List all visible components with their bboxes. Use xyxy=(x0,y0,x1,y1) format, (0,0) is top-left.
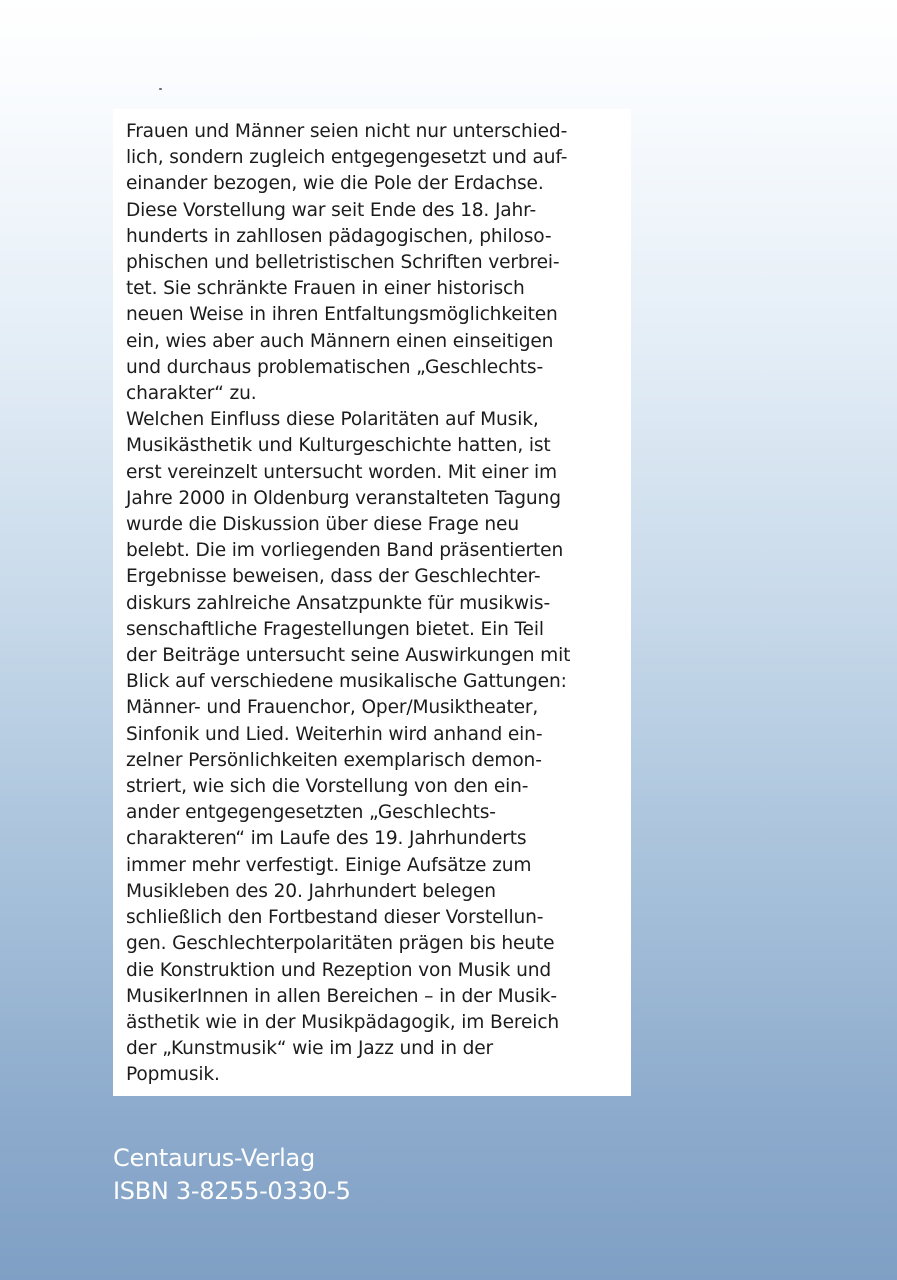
blurb-line: MusikerInnen in allen Bereichen – in der Musik- xyxy=(126,985,557,1007)
blurb-line: gen. Geschlechterpolaritäten prägen bis heute xyxy=(126,933,555,955)
blurb-line: Diese Vorstellung war seit Ende des 18. Jahr- xyxy=(126,199,537,221)
blurb-line: Blick auf verschiedene musikalische Gattungen: xyxy=(126,671,567,693)
blurb-line: Welchen Einfluss diese Polaritäten auf Musik, xyxy=(126,409,539,431)
blurb-line: die Konstruktion und Rezeption von Musik und xyxy=(126,959,551,981)
blurb-line: zelner Persönlichkeiten exemplarisch demon- xyxy=(126,749,542,771)
blurb-line: ander entgegengesetzten „Geschlechts- xyxy=(126,802,496,824)
blurb-line: senschaftliche Fragestellungen bietet. Ein Teil xyxy=(126,618,544,640)
blurb-line: lich, sondern zugleich entgegengesetzt und auf- xyxy=(126,147,568,169)
blurb-line: charakteren“ im Laufe des 19. Jahrhunderts xyxy=(126,828,527,850)
blurb-text xyxy=(126,119,622,1089)
blurb-line: charakter“ zu. xyxy=(126,383,257,405)
blurb-line: Männer- und Frauenchor, Oper/Musiktheater, xyxy=(126,697,539,719)
blurb-line: diskurs zahlreiche Ansatzpunkte für musikwis- xyxy=(126,592,551,614)
blurb-line: und durchaus problematischen „Geschlechts- xyxy=(126,356,544,378)
publisher-name: Centaurus-Verlag xyxy=(113,1144,315,1172)
blurb-line: Ergebnisse beweisen, dass der Geschlechter- xyxy=(126,566,541,588)
blurb-line: der „Kunstmusik“ wie im Jazz und in der xyxy=(126,1038,494,1060)
blurb-line: striert, wie sich die Vorstellung von den ein- xyxy=(126,776,529,798)
blurb-line: Frauen und Männer seien nicht nur unterschied- xyxy=(126,121,568,142)
blurb-line: der Beiträge untersucht seine Auswirkungen mit xyxy=(126,645,571,667)
blurb-line: Jahre 2000 in Oldenburg veranstalteten Tagung xyxy=(126,487,561,509)
blurb-line: schließlich den Fortbestand dieser Vorstellun- xyxy=(126,907,544,929)
publisher-block xyxy=(113,1142,351,1208)
blurb-line: immer mehr verfestigt. Einige Aufsätze zum xyxy=(126,854,532,876)
isbn-number: ISBN 3-8255-0330-5 xyxy=(113,1177,351,1205)
blurb-line: einander bezogen, wie die Pole der Erdachse. xyxy=(126,173,544,195)
blurb-line: belebt. Die im vorliegenden Band präsentierten xyxy=(126,540,564,562)
blurb-line: wurde die Diskussion über diese Frage neu xyxy=(126,514,519,536)
blurb-line: ein, wies aber auch Männern einen einseitigen xyxy=(126,330,554,352)
blurb-line: Musikleben des 20. Jahrhundert belegen xyxy=(126,880,496,902)
blurb-line: Popmusik. xyxy=(126,1064,220,1086)
blurb-line: neuen Weise in ihren Entfaltungsmöglichkeiten xyxy=(126,304,558,326)
blurb-line: Sinfonik und Lied. Weiterhin wird anhand ein- xyxy=(126,723,543,745)
blurb-line: ästhetik wie in der Musikpädagogik, im Bereich xyxy=(126,1011,560,1033)
print-speck xyxy=(159,88,162,90)
blurb-line: phischen und belletristischen Schriften verbrei- xyxy=(126,252,560,274)
blurb-line: tet. Sie schränkte Frauen in einer historisch xyxy=(126,278,525,300)
blurb-line: erst vereinzelt untersucht worden. Mit einer im xyxy=(126,461,558,483)
blurb-line: hunderts in zahllosen pädagogischen, philoso- xyxy=(126,225,552,247)
blurb-line: Musikästhetik und Kulturgeschichte hatten, ist xyxy=(126,435,551,457)
